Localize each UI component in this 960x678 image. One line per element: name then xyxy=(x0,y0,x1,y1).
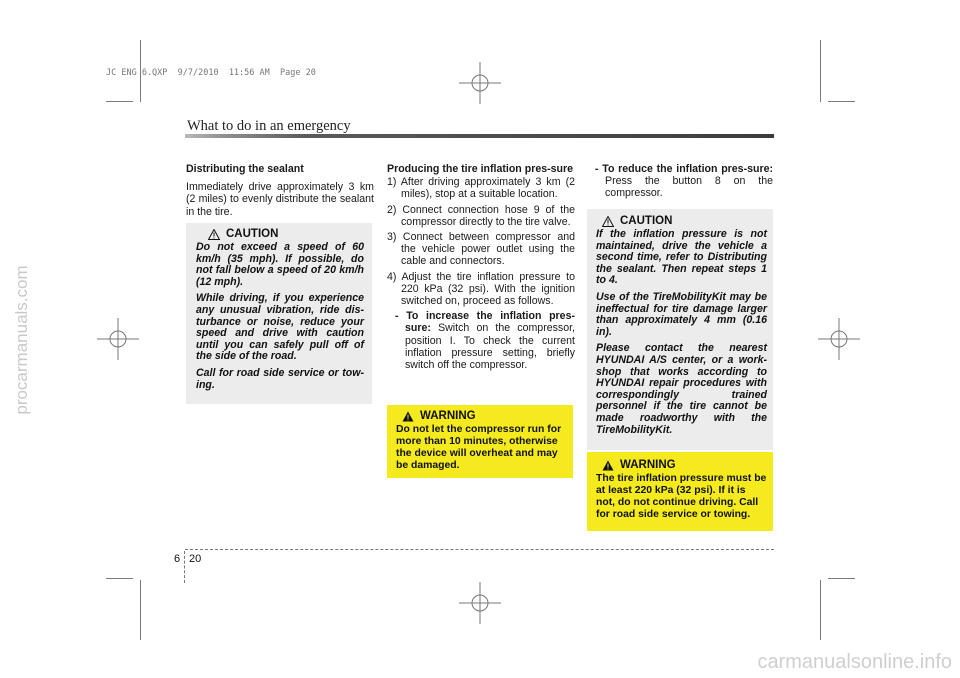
warning-title: WARNING xyxy=(620,459,676,471)
crop-mark xyxy=(106,101,133,102)
crop-mark xyxy=(820,580,821,640)
sub-step-lead: - To increase the inflation pres-sure: xyxy=(395,310,575,335)
warning-title: WARNING xyxy=(420,410,476,422)
footer-rule xyxy=(185,549,774,550)
sub-step xyxy=(587,163,773,200)
column-2 xyxy=(387,163,575,371)
sub-step-body: Switch on the compressor, position I. To check the current inflation pressure setting, briefly switch off the compressor. xyxy=(405,322,575,372)
section-title: What to do in an emergency xyxy=(187,118,351,134)
caution-text: Call for road side service or tow-ing. xyxy=(196,366,364,391)
caution-triangle-icon xyxy=(208,229,220,240)
footer-separator xyxy=(184,551,185,583)
warning-box xyxy=(387,405,573,478)
warning-triangle-icon xyxy=(602,460,614,471)
caution-text: Do not exceed a speed of 60 km/h (35 mph). If possible, do not fall below a speed of 20 km/h (12 mph). xyxy=(196,241,364,288)
warning-triangle-icon xyxy=(402,411,414,422)
bottom-watermark: carmanualsonline.info xyxy=(757,651,952,673)
step-item: 4) Adjust the tire inflation pressure to 220 kPa (32 psi). With the ignition switched on, proceed as follows. xyxy=(387,270,575,308)
step-item: 3) Connect between compressor and the vehicle power outlet using the cable and connectors. xyxy=(387,231,575,268)
registration-mark-icon xyxy=(459,582,501,624)
caution-box xyxy=(587,209,773,450)
crop-mark xyxy=(820,40,821,102)
subsection-heading: Producing the tire inflation pres-sure xyxy=(387,163,574,175)
column-3 xyxy=(587,163,773,200)
registration-mark-icon xyxy=(459,62,501,104)
print-slug: JC ENG 6.QXP 9/7/2010 11:56 AM Page 20 xyxy=(106,68,316,78)
chapter-number: 6 xyxy=(174,553,181,565)
crop-mark xyxy=(106,578,133,579)
crop-mark xyxy=(828,578,855,579)
caution-text: Use of the TireMobilityKit may be ineffectual for tire damage larger than approximately 4 mm (0.16 in). xyxy=(596,290,767,338)
caution-text: Please contact the nearest HYUNDAI A/S center, or a work-shop that works according to HYUNDAI repair procedures with correspondingly trained personnel if the tire cannot be made roadworthy with the TireMobilityKit. xyxy=(596,342,767,436)
caution-text: While driving, if you experience any unusual vibration, ride dis-turbance or noise, reduce your speed and drive with caution until you can safely pull off of the side of the road. xyxy=(196,292,364,363)
crop-mark xyxy=(828,101,855,102)
caution-triangle-icon xyxy=(602,216,614,227)
step-item: 2) Connect connection hose 9 of the compressor directly to the tire valve. xyxy=(387,203,575,228)
caution-box xyxy=(186,223,372,404)
sub-step xyxy=(387,310,575,371)
warning-text: The tire inflation pressure must be at least 220 kPa (32 psi). If it is not, do not continue driving. Call for road side service or towing. xyxy=(596,473,767,520)
page-number: 20 xyxy=(189,553,202,565)
caution-text: If the inflation pressure is not maintained, drive the vehicle a second time, refer to Distributing the sealant. Then repeat steps 1 to 4. xyxy=(596,228,767,287)
column-1 xyxy=(186,163,374,218)
sub-step-body: Press the button 8 on the compressor. xyxy=(605,175,773,200)
caution-title: CAUTION xyxy=(226,228,279,240)
header-rule xyxy=(185,134,774,138)
side-watermark: procarmanuals.com xyxy=(12,265,31,415)
caution-title: CAUTION xyxy=(620,215,673,227)
subsection-heading: Distributing the sealant xyxy=(186,163,304,175)
registration-mark-icon xyxy=(97,318,139,360)
warning-text: Do not let the compressor run for more than 10 minutes, otherwise the device will overheat and may be damaged. xyxy=(396,424,562,471)
crop-mark xyxy=(140,580,141,640)
step-item: 1) After driving approximately 3 km (2 miles), stop at a suitable location. xyxy=(387,176,575,201)
registration-mark-icon xyxy=(818,318,860,360)
sub-step-lead: - To reduce the inflation pres-sure: xyxy=(595,163,773,175)
warning-box xyxy=(587,452,773,531)
body-paragraph: Immediately drive approximately 3 km (2 miles) to evenly distribute the sealant in the tire. xyxy=(186,181,374,218)
